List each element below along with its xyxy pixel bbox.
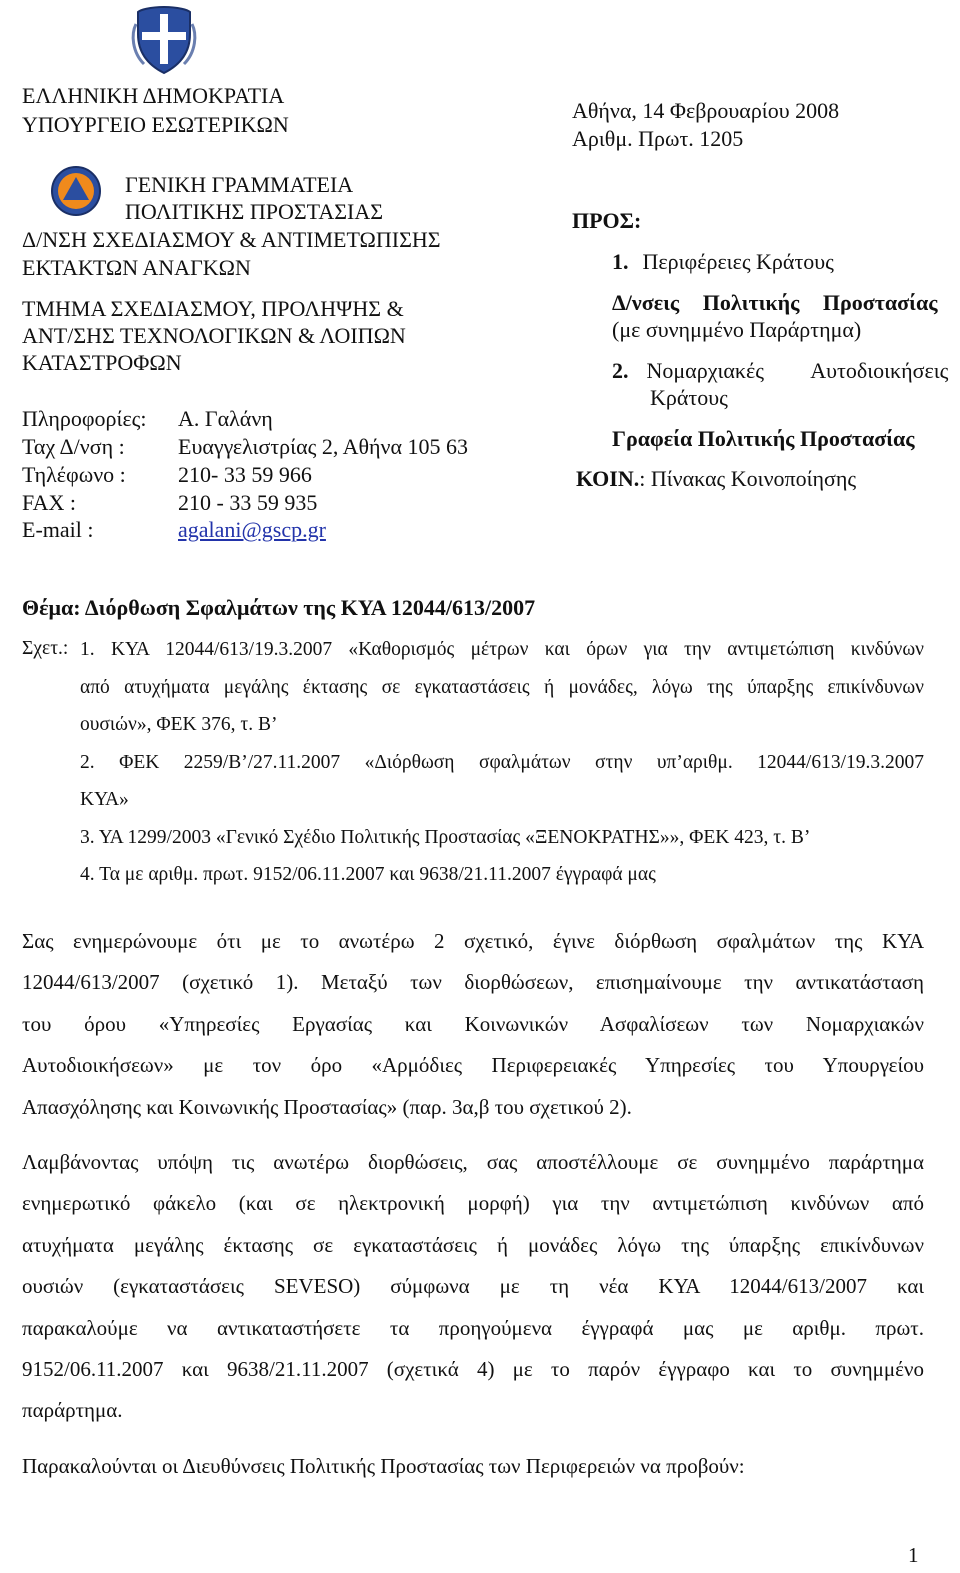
- contact-email: E-mail : agalani@gscp.gr: [22, 517, 326, 542]
- section-line2: ΑΝΤ/ΣΗΣ ΤΕΧΝΟΛΟΓΙΚΩΝ & ΛΟΙΠΩΝ: [22, 323, 406, 348]
- email-link[interactable]: agalani@gscp.gr: [178, 517, 326, 542]
- section-line3: ΚΑΤΑΣΤΡΟΦΩΝ: [22, 350, 182, 375]
- ministry-name: ΥΠΟΥΡΓΕΙΟ ΕΣΩΤΕΡΙΚΩΝ: [22, 112, 289, 137]
- cc-line: ΚΟΙΝ.: Πίνακας Κοινοποίησης: [576, 466, 857, 491]
- reference-item: 2. ΦΕΚ 2259/Β’/27.11.2007 «Διόρθωση σφαλμάτων στην υπ’αριθμ. 12044/613/19.3.2007: [80, 751, 924, 773]
- body-paragraph-3: Παρακαλούνται οι Διευθύνσεις Πολιτικής Προστασίας των Περιφερειών να προβούν:: [22, 1454, 745, 1478]
- general-secretariat-line2: ΠΟΛΙΤΙΚΗΣ ΠΡΟΣΤΑΣΙΑΣ: [125, 199, 384, 224]
- section-line1: ΤΜΗΜΑ ΣΧΕΔΙΑΣΜΟΥ, ΠΡΟΛΗΨΗΣ &: [22, 296, 404, 321]
- body-paragraph-1: Σας ενημερώνουμε ότι με το ανωτέρω 2 σχετικό, έγινε διόρθωση σφαλμάτων της ΚΥΑ 12044/613/2007 (σχετικό 1). Μεταξύ των διορθώσεων, επισημαίνουμε την αντικατάσταση του όρου «Υπηρεσίες Εργασίας και Κοινωνικών Ασφαλίσεων των Νομαρχιακών Αυτοδιοικήσεων» με τον όρο «Αρμόδιες Περιφερειακές Υπηρεσίες του Υπουργείου Απασχόλησης και Κοινωνικής Προστασίας» (παρ. 3α,β του σχετικού 2).: [22, 929, 924, 1119]
- references-list: [80, 631, 924, 894]
- to-label: ΠΡΟΣ:: [572, 208, 642, 233]
- reference-item: ουσιών», ΦΕΚ 376, τ. Β’: [80, 714, 278, 735]
- reference-item: 3. ΥΑ 1299/2003 «Γενικό Σχέδιο Πολιτικής Προστασίας «ΞΕΝΟΚΡΑΤΗΣ»», ΦΕΚ 423, τ. Β’: [80, 826, 811, 848]
- page-number: 1: [908, 1543, 919, 1567]
- reference-item: 4. Τα με αριθμ. πρωτ. 9152/06.11.2007 και 9638/21.11.2007 έγγραφά μας: [80, 864, 656, 885]
- reference-item: ΚΥΑ»: [80, 789, 129, 810]
- general-secretariat-line1: ΓΕΝΙΚΗ ΓΡΑΜΜΑΤΕΙΑ: [125, 172, 354, 197]
- contact-address: Ταχ Δ/νση : Ευαγγελιστρίας 2, Αθήνα 105 63: [22, 434, 469, 459]
- subject-line: Θέμα: Διόρθωση Σφαλμάτων της ΚΥΑ 12044/613/2007: [22, 595, 536, 620]
- contact-fax: FAX : 210 - 33 59 935: [22, 490, 318, 515]
- greek-emblem-icon: [130, 4, 198, 76]
- directorate-line2: ΕΚΤΑΚΤΩΝ ΑΝΑΓΚΩΝ: [22, 255, 251, 280]
- recipient-1-sub: Δ/νσεις Πολιτικής Προστασίας: [612, 290, 938, 315]
- recipient-1: 1. Περιφέρειες Κράτους: [612, 249, 834, 274]
- directorate-line1: Δ/ΝΣΗ ΣΧΕΔΙΑΣΜΟΥ & ΑΝΤΙΜΕΤΩΠΙΣΗΣ: [22, 227, 441, 252]
- recipient-2-sub: Γραφεία Πολιτικής Προστασίας: [612, 426, 915, 451]
- contact-info: Πληροφορίες: Α. Γαλάνη: [22, 406, 273, 431]
- references-label: Σχετ.:: [22, 638, 69, 659]
- reference-item: 1. ΚΥΑ 12044/613/19.3.2007 «Καθορισμός μέτρων και όρων για την αντιμετώπιση κινδύνων: [80, 639, 924, 660]
- protocol-number: Αριθμ. Πρωτ. 1205: [572, 126, 744, 151]
- state-name: ΕΛΛΗΝΙΚΗ ΔΗΜΟΚΡΑΤΙΑ: [22, 83, 285, 108]
- recipient-2-cont: Κράτους: [650, 385, 728, 410]
- contact-phone: Τηλέφωνο : 210- 33 59 966: [22, 462, 312, 487]
- civil-protection-logo-icon: [50, 165, 102, 217]
- body-paragraph-2: Λαμβάνοντας υπόψη τις ανωτέρω διορθώσεις, σας αποστέλλουμε σε συνημμένο παράρτημα ενημερωτικό φάκελο (και σε ηλεκτρονική μορφή) για την αντιμετώπιση κινδύνων από ατυχήματα μεγάλης έκτασης σε εγκαταστάσεις ή μονάδες λόγω της ύπαρξης επικίνδυνων ουσιών (εγκαταστάσεις SEVESO) σύμφωνα με τη νέα ΚΥΑ 12044/613/2007 και παρακαλούμε να αντικαταστήσετε τα προηγούμενα έγγραφά μας με αριθμ. πρωτ. 9152/06.11.2007 και 9638/21.11.2007 (σχετικά 4) με το παρόν έγγραφο και το συνημμένο παράρτημα.: [22, 1150, 924, 1423]
- recipient-2: 2. Νομαρχιακές Αυτοδιοικήσεις: [612, 358, 949, 383]
- reference-item: από ατυχήματα μεγάλης έκτασης σε εγκαταστάσεις ή μονάδες, λόγω της ύπαρξης επικίνδυνων: [80, 676, 924, 698]
- date-line: Αθήνα, 14 Φεβρουαρίου 2008: [572, 98, 840, 123]
- recipient-1-note: (με συνημμένο Παράρτημα): [612, 317, 862, 342]
